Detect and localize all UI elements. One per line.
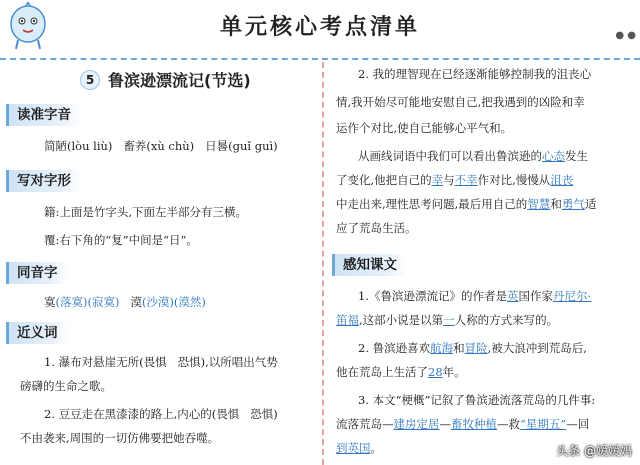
know-3-line-3: 到英国。 — [336, 441, 382, 455]
synonym-2c: 不由袭来,周围的一切仿佛要把她吞噬。 — [20, 431, 220, 445]
synonym-1c: 磅礴的生命之歌。 — [20, 379, 112, 393]
know-1-line-1: 1.《鲁滨逊漂流记》的作者是英国作家丹尼尔· — [358, 289, 592, 303]
section-perceive: 感知课文 — [332, 254, 407, 276]
know-2-line-1: 2. 鲁滨逊喜欢航海和冒险,被大浪冲到荒岛后, — [358, 341, 587, 355]
quote-line-1: 2. 我的理智现在已经逐渐能够控制我的沮丧心 — [358, 67, 592, 81]
watermark: 头条 @媛媛妈 — [556, 444, 632, 458]
pronounce-row — [44, 138, 278, 154]
pron-2: 畜养(xù chù) — [123, 139, 195, 153]
section-pronounce: 读准字音 — [6, 104, 81, 126]
page-header — [0, 0, 640, 60]
lesson-number: 5 — [80, 70, 100, 90]
synonym-1a: 1. 瀑布对悬崖无所(畏惧 恐惧),以所唱出气势 — [44, 355, 278, 369]
synonym-2a: 2. 豆豆走在黑漆漆的路上,内心的(畏惧 恐惧) — [44, 407, 278, 421]
lesson-title — [80, 68, 251, 91]
know-3-line-1: 3. 本文“梗概”记叙了鲁滨逊流落荒岛的几件事: — [358, 393, 596, 407]
section-synonym: 近义词 — [6, 322, 68, 344]
know-3-line-2: 流落荒岛—建房定居—畜牧种植—救“星期五”—回 — [336, 417, 590, 431]
write-line-2: 覆:右下角的“复”中间是“日”。 — [44, 233, 198, 247]
quote-line-3: 运作个对比,使自己能够心平气和。 — [336, 121, 513, 135]
lesson-name: 鲁滨逊漂流记(节选) — [108, 71, 251, 90]
pron-3: 日晷(guǐ guì) — [205, 139, 278, 153]
know-1-line-2: 笛福,这部小说是以第一人称的方式来写的。 — [336, 313, 559, 327]
quote-line-2: 情,我开始尽可能地安慰自己,把我遇到的凶险和幸 — [336, 95, 585, 109]
analysis-line-4: 应了荒岛生活。 — [336, 221, 417, 235]
analysis-line-1: 从画线词语中我们可以看出鲁滨逊的心态发生 — [358, 149, 588, 163]
page-title: 单元核心考点清单 — [219, 15, 420, 40]
know-2-line-2: 他在荒岛上生活了28年。 — [336, 365, 466, 379]
homophone-row: 寞(落寞)(寂寞) 漠(沙漠)(漠然) — [44, 295, 206, 309]
section-write: 写对字形 — [6, 170, 81, 192]
write-line-1: 籍:上面是竹字头,下面左半部分有三横。 — [44, 205, 248, 219]
column-divider — [322, 62, 324, 465]
analysis-line-2: 了变化,他把自己的幸与不幸作对比,慢慢从沮丧 — [336, 173, 574, 187]
analysis-line-3: 中走出来,理性思考问题,最后用自己的智慧和勇气适 — [336, 197, 597, 211]
section-homophone: 同音字 — [6, 262, 68, 284]
pron-1: 简陋(lòu liù) — [44, 139, 113, 153]
more-icon: ● ● — [615, 30, 636, 41]
